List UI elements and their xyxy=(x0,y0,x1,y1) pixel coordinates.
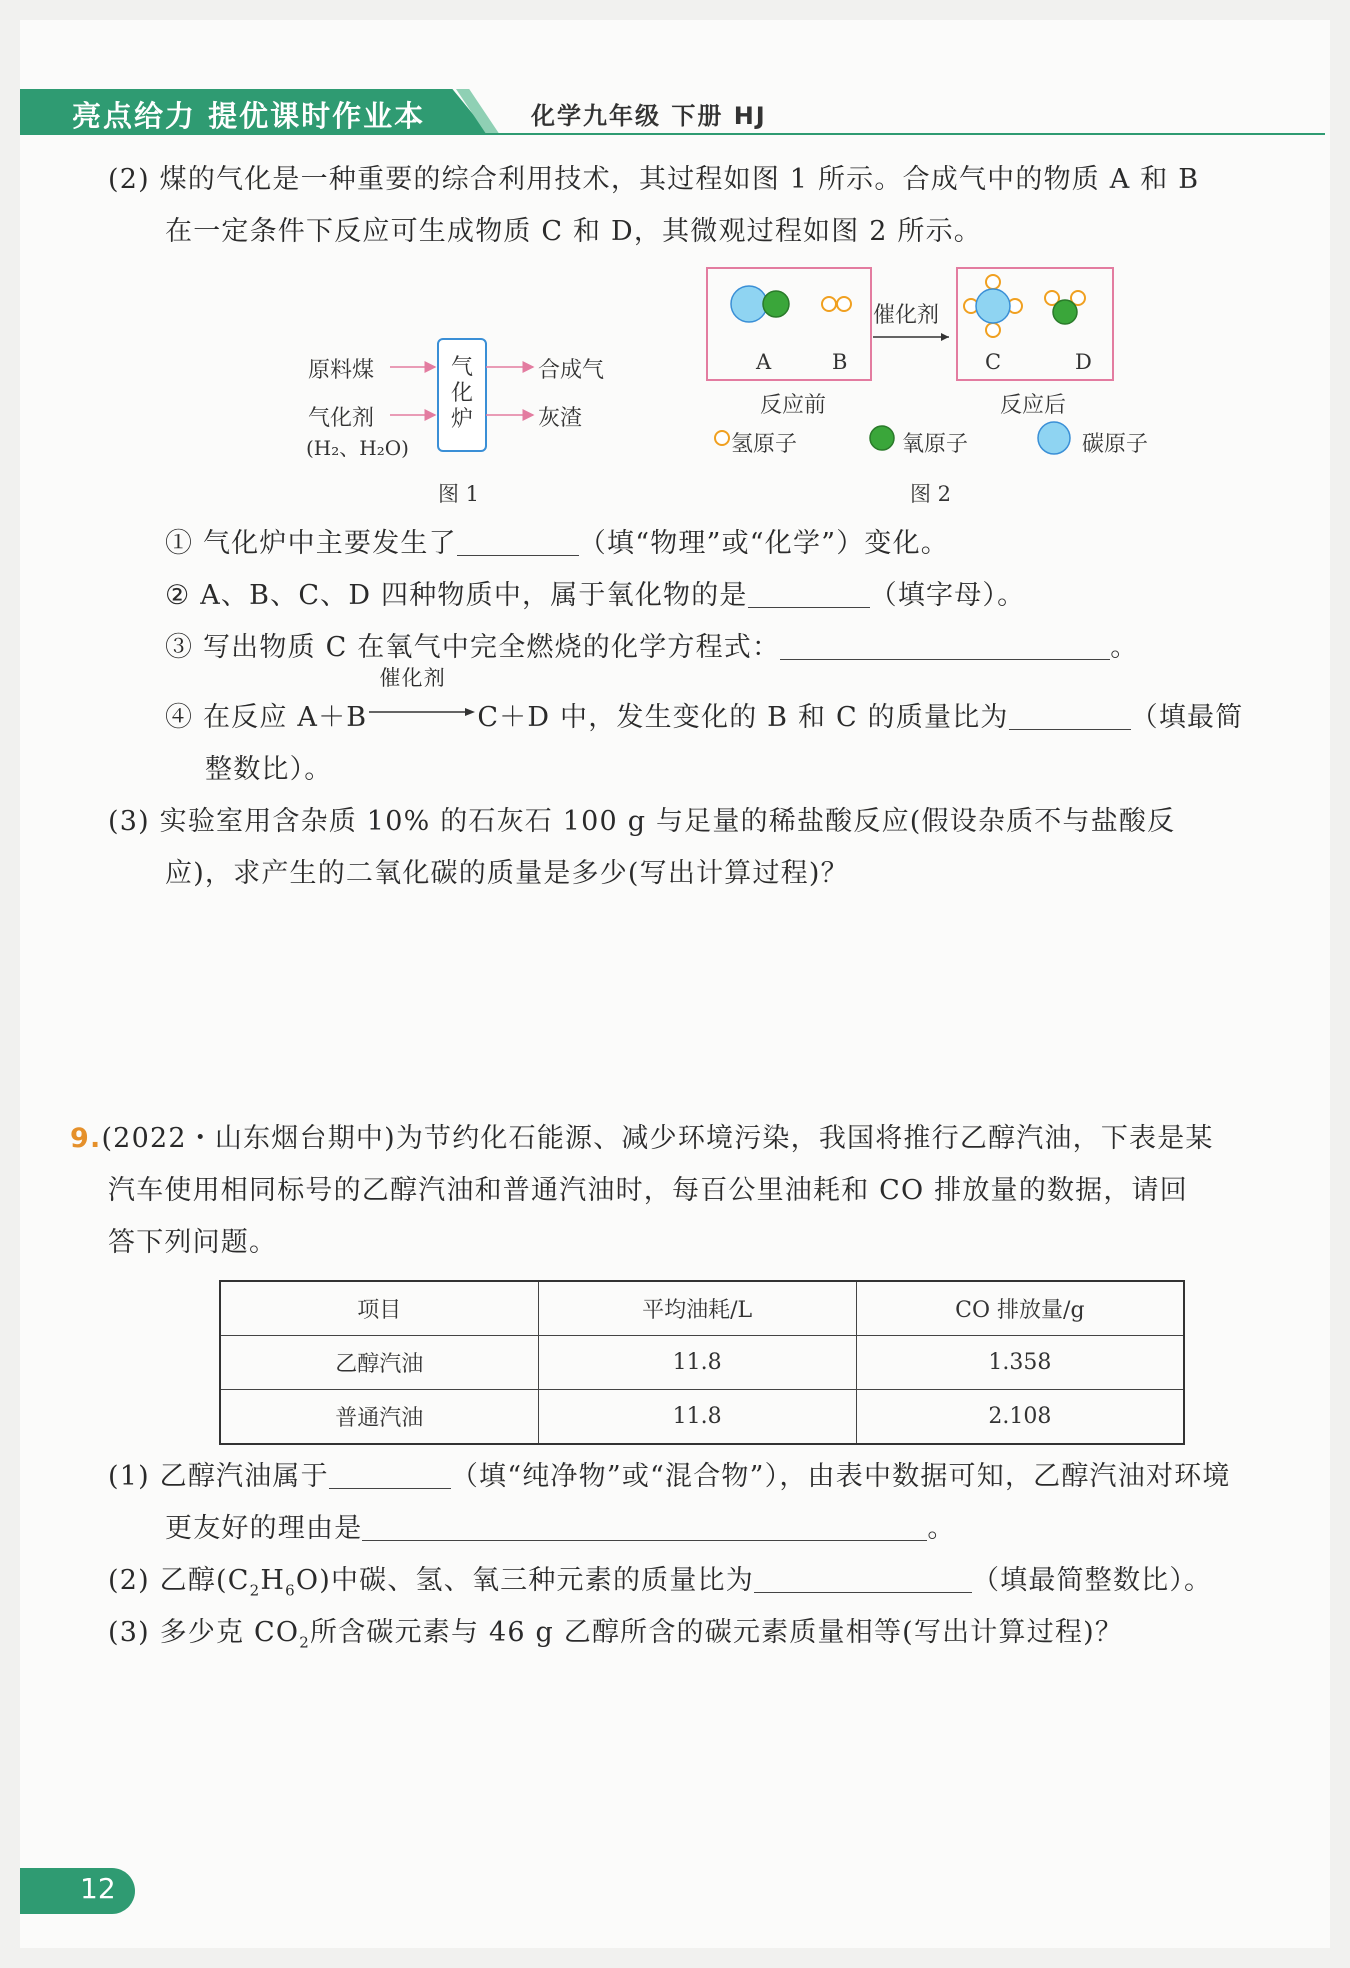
q9-sub2-hint: （填最简整数比）。 xyxy=(971,1565,1213,1596)
fig1-input-agent-formula: (H₂、H₂O) xyxy=(306,436,409,460)
subq4 xyxy=(165,666,1244,744)
part3-line1: (3) 实验室用含杂质 10% 的石灰石 100 g 与足量的稀盐酸反应(假设杂质不与盐酸反 xyxy=(108,806,1176,837)
legend-oxygen-label: 氧原子 xyxy=(902,432,969,457)
legend-carbon-icon xyxy=(1038,422,1070,454)
subq2 xyxy=(165,570,1025,622)
part2-line2: 在一定条件下反应可生成物质 C 和 D，其微观过程如图 2 所示。 xyxy=(165,216,982,247)
reaction-arrow-icon xyxy=(367,707,477,717)
table-header-cell: CO 排放量/g xyxy=(856,1281,1184,1336)
table-cell: 11.8 xyxy=(538,1336,856,1390)
answer-blank[interactable] xyxy=(1009,699,1131,730)
q9-sub3-text: (3) 多少克 CO xyxy=(108,1617,300,1648)
fig2-arrowhead xyxy=(941,333,949,341)
header-rule xyxy=(470,133,1325,135)
subq4-cont: 整数比）。 xyxy=(205,754,333,785)
legend-carbon-label: 碳原子 xyxy=(1082,432,1149,457)
fig1-caption: 图 1 xyxy=(438,482,480,506)
hydrogen-atom-icon xyxy=(986,323,1000,337)
fig2-label-b: B xyxy=(832,350,848,374)
q9-line3: 答下列问题。 xyxy=(108,1227,278,1258)
subq4-text-b: C＋D 中，发生变化的 B 和 C 的质量比为 xyxy=(477,702,1009,733)
carbon-atom-icon xyxy=(731,286,767,322)
data-table xyxy=(219,1280,1185,1445)
q9-sub1-cont xyxy=(165,1503,956,1555)
fig2-before-label: 反应前 xyxy=(760,393,827,418)
table-header-cell: 项目 xyxy=(220,1281,538,1336)
hydrogen-atom-icon xyxy=(837,297,851,311)
q9-sub1-text: (1) 乙醇汽油属于 xyxy=(108,1461,329,1492)
part3-line2: 应)，求产生的二氧化碳的质量是多少(写出计算过程)？ xyxy=(165,858,849,889)
table-cell: 1.358 xyxy=(856,1336,1184,1390)
legend-hydrogen-icon xyxy=(715,431,729,445)
table-cell: 2.108 xyxy=(856,1390,1184,1445)
table-cell: 11.8 xyxy=(538,1390,856,1445)
fig2-catalyst-label: 催化剂 xyxy=(873,303,940,328)
subq4-text: ④ 在反应 A＋B xyxy=(165,702,368,733)
carbon-atom-icon xyxy=(976,289,1010,323)
fig2-label-d: D xyxy=(1075,350,1092,374)
subscript: 2 xyxy=(299,1633,310,1652)
q9-line1 xyxy=(70,1113,1214,1165)
catalyst-arrow xyxy=(367,666,477,726)
fig2-after-label: 反应后 xyxy=(1000,393,1067,418)
subq1 xyxy=(165,518,949,570)
fig2-label-c: C xyxy=(985,350,1002,374)
legend-hydrogen-label: 氢原子 xyxy=(731,432,798,457)
q9-sub3-text-b: 所含碳元素与 46 g 乙醇所含的碳元素质量相等(写出计算过程)？ xyxy=(309,1617,1124,1648)
page-number: 12 xyxy=(80,1872,116,1905)
subq1-text: ① 气化炉中主要发生了 xyxy=(165,528,457,559)
subq4-hint: （填最简 xyxy=(1130,702,1244,733)
answer-blank[interactable] xyxy=(754,1562,972,1593)
q9-sub3 xyxy=(108,1607,1123,1668)
subq3 xyxy=(165,622,1138,674)
subq3-end: 。 xyxy=(1110,632,1139,663)
q9-sub1-reason: 更友好的理由是 xyxy=(165,1513,363,1544)
fig1-furnace-char: 化 xyxy=(450,381,473,406)
answer-blank[interactable] xyxy=(329,1458,451,1489)
table-cell: 乙醇汽油 xyxy=(220,1336,538,1390)
subq1-hint: （填“物理”或“化学”）变化。 xyxy=(578,528,950,559)
table-header-row xyxy=(220,1281,1184,1336)
fig2-label-a: A xyxy=(756,350,772,374)
fig2-caption: 图 2 xyxy=(910,482,952,506)
fig1-input-agent: 气化剂 xyxy=(308,406,375,431)
hydrogen-atom-icon xyxy=(822,297,836,311)
subq2-text: ② A、B、C、D 四种物质中，属于氧化物的是 xyxy=(165,580,748,611)
legend-oxygen-icon xyxy=(870,426,894,450)
subq3-text: ③ 写出物质 C 在氧气中完全燃烧的化学方程式： xyxy=(165,632,781,663)
q9-sub1 xyxy=(108,1451,1231,1503)
subscript: 2 xyxy=(249,1581,261,1600)
book-subtitle: 化学九年级 下册 HJ xyxy=(531,102,767,130)
hydrogen-atom-icon xyxy=(986,275,1000,289)
fig1-furnace-char: 炉 xyxy=(450,407,473,432)
q9-sub2-text: (2) 乙醇(C xyxy=(108,1565,250,1596)
catalyst-arrow-label: 催化剂 xyxy=(379,666,446,690)
answer-blank[interactable] xyxy=(748,577,870,608)
book-title: 亮点给力 提优课时作业本 xyxy=(72,99,426,133)
fig1-output-syngas: 合成气 xyxy=(538,358,605,383)
table-cell: 普通汽油 xyxy=(220,1390,538,1445)
fig1-furnace-char: 气 xyxy=(450,355,473,380)
oxygen-atom-icon xyxy=(763,291,789,317)
q9-line2: 汽车使用相同标号的乙醇汽油和普通汽油时，每百公里油耗和 CO 排放量的数据，请回 xyxy=(108,1175,1188,1206)
q9-line1-text: (2022・山东烟台期中)为节约化石能源、减少环境污染，我国将推行乙醇汽油，下表是某 xyxy=(101,1123,1214,1154)
answer-blank[interactable] xyxy=(780,629,1110,660)
subq2-hint: （填字母）。 xyxy=(869,580,1026,611)
fig1-output-ash: 灰渣 xyxy=(538,406,583,431)
q9-number: 9. xyxy=(70,1123,102,1154)
part2-line1: (2) 煤的气化是一种重要的综合利用技术，其过程如图 1 所示。合成气中的物质 A 和 B xyxy=(108,164,1200,195)
answer-blank[interactable] xyxy=(362,1510,927,1541)
q9-sub1-hint: （填“纯净物”或“混合物”），由表中数据可知，乙醇汽油对环境 xyxy=(450,1461,1231,1492)
q9-sub2-text-b: O)中碳、氢、氧三种元素的质量比为 xyxy=(295,1565,754,1596)
q9-sub2-h: H xyxy=(260,1565,286,1596)
table-header-cell: 平均油耗/L xyxy=(538,1281,856,1336)
subscript: 6 xyxy=(285,1581,296,1600)
table-row xyxy=(220,1390,1184,1445)
oxygen-atom-icon xyxy=(1053,300,1077,324)
page-number-tab xyxy=(20,1868,135,1914)
q9-sub1-end: 。 xyxy=(927,1513,956,1544)
table-row xyxy=(220,1336,1184,1390)
fig1-arrows xyxy=(380,340,540,440)
answer-blank[interactable] xyxy=(457,525,579,556)
fig1-input-coal: 原料煤 xyxy=(308,358,375,383)
